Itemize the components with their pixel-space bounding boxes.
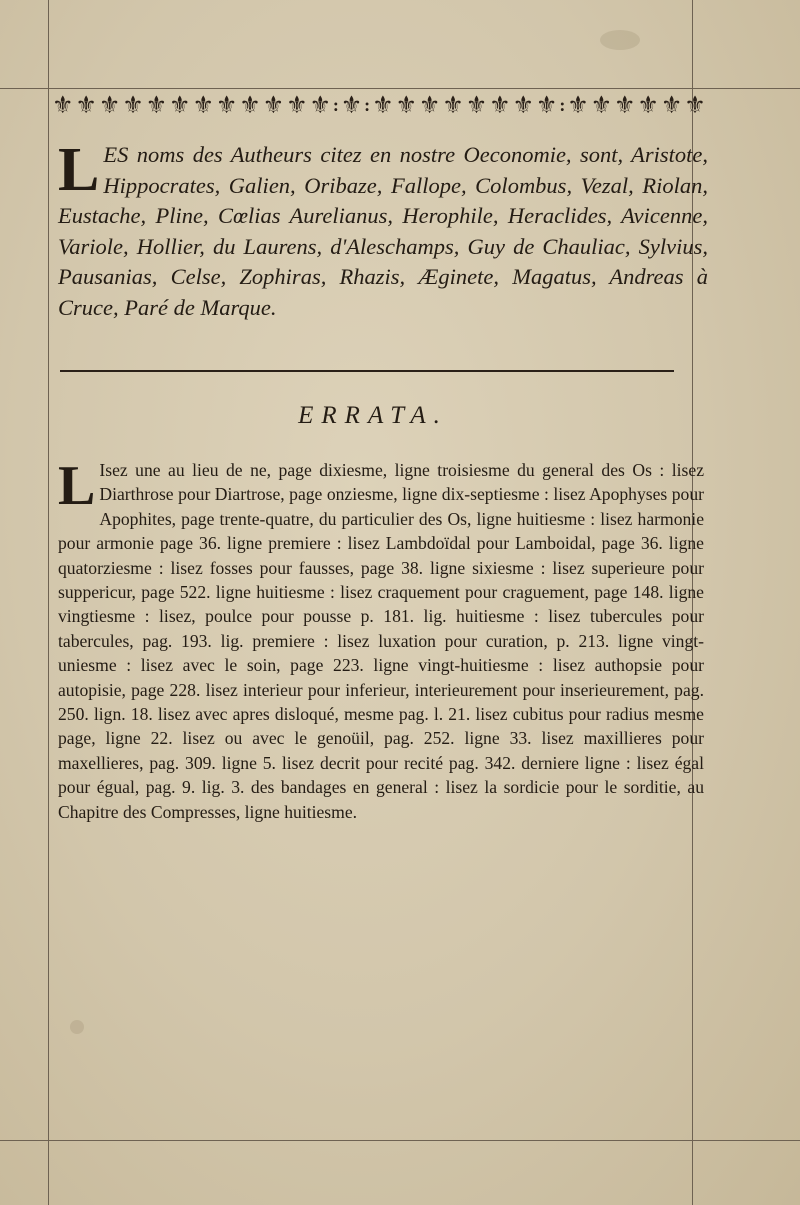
fleuron-icon: ⚜ — [512, 91, 535, 119]
authors-drop-cap: L — [58, 136, 100, 204]
ornament-separator: : — [559, 94, 566, 115]
errata-title: ERRATA. — [298, 402, 448, 429]
fleuron-icon: ⚜ — [215, 91, 238, 119]
section-divider — [60, 370, 674, 372]
fleuron-icon: ⚜ — [262, 91, 285, 119]
ornament-separator: : — [332, 94, 339, 115]
frame-rule-left — [48, 0, 49, 1205]
paper-stain — [600, 30, 640, 50]
fleuron-icon: ⚜ — [192, 91, 214, 119]
fleuron-icon: ⚜ — [535, 91, 558, 119]
fleuron-icon: ⚜ — [684, 91, 706, 119]
paper-stain — [70, 1020, 84, 1034]
authors-text: ES noms des Autheurs citez en nostre Oeconomie, sont, Aristote, Hippocrates, Galien, Oribaze, Fallope, Colombus, Vezal, Riolan, Eustache, Pline, Cœlias Aurelianus, Herophile, Heraclides, Avicenne, Variole, Hollier, du Laurens, d'Aleschamps, Guy de Chauliac, Sylvius, Pausanias, Celse, Zophiras, Rhazis, Æginete, Magatus, Andreas à Cruce, Paré de Marque. — [58, 142, 708, 320]
fleuron-icon: ⚜ — [52, 91, 74, 119]
authors-list-paragraph — [58, 136, 708, 323]
fleuron-icon: ⚜ — [98, 91, 121, 119]
fleuron-icon: ⚜ — [239, 91, 261, 119]
fleuron-icon: ⚜ — [340, 91, 363, 119]
errata-text: Isez une au lieu de ne, page dixiesme, ligne troisiesme du general des Os : lisez Diarthrose pour Diartrose, page onziesme, ligne dix-septiesme : lisez Apophyses pour Apophites, page trente-quatre, du particulier des Os, ligne huitiesme : lisez harmonie pour armonie page 36. ligne premiere : lisez Lambdoïdal pour Lamboidal, page 36. ligne quatorziesme : lisez fosses pour fausses, page 38. ligne sixiesme : lisez superieure pour suppericur, page 522. ligne huitiesme : lisez craquement pour craguement, page 148. ligne vingtiesme : lisez, poulce pour pousse p. 181. lig. huitiesme : lisez tubercules pour tabercules, pag. 193. lig. premiere : lisez luxation pour curation, p. 213. ligne vingt-uniesme : lisez avec le soin, page 223. ligne vingt-huitiesme : lisez authopsie pour autopisie, page 228. lisez interieur pour inferieur, interieurement pour inserieurement, pag. 250. lign. 18. lisez avec apres disloqué, mesme pag. l. 21. lisez cubitus pour radius mesme page, ligne 22. lisez ou avec le genoüil, pag. 252. ligne 33. lisez maxillieres pour maxellieres, pag. 309. ligne 5. lisez decrit pour recité pag. 342. derniere ligne : lisez égal pour égual, pag. 9. lig. 3. des bandages en general : lisez la sordicie pour le sorditie, au Chapitre des Compresses, ligne huitiesme. — [58, 460, 704, 822]
fleuron-icon: ⚜ — [442, 91, 464, 119]
fleuron-ornament-band — [52, 82, 706, 128]
fleuron-icon: ⚜ — [567, 91, 589, 119]
fleuron-icon: ⚜ — [372, 91, 394, 119]
fleuron-icon: ⚜ — [309, 91, 331, 119]
fleuron-icon: ⚜ — [614, 91, 636, 119]
errata-paragraph — [58, 455, 704, 824]
fleuron-icon: ⚜ — [465, 91, 488, 119]
ornament-separator: : — [364, 94, 371, 115]
fleuron-icon: ⚜ — [489, 91, 511, 119]
fleuron-icon: ⚜ — [145, 91, 168, 119]
fleuron-icon: ⚜ — [122, 91, 144, 119]
frame-rule-bottom — [0, 1140, 800, 1141]
fleuron-icon: ⚜ — [286, 91, 308, 119]
fleuron-icon: ⚜ — [637, 91, 659, 119]
fleuron-icon: ⚜ — [418, 91, 441, 119]
fleuron-icon: ⚜ — [660, 91, 683, 119]
fleuron-icon: ⚜ — [169, 91, 191, 119]
errata-drop-cap: L — [58, 455, 96, 517]
fleuron-icon: ⚜ — [395, 91, 417, 119]
fleuron-icon: ⚜ — [75, 91, 97, 119]
fleuron-icon: ⚜ — [590, 91, 613, 119]
